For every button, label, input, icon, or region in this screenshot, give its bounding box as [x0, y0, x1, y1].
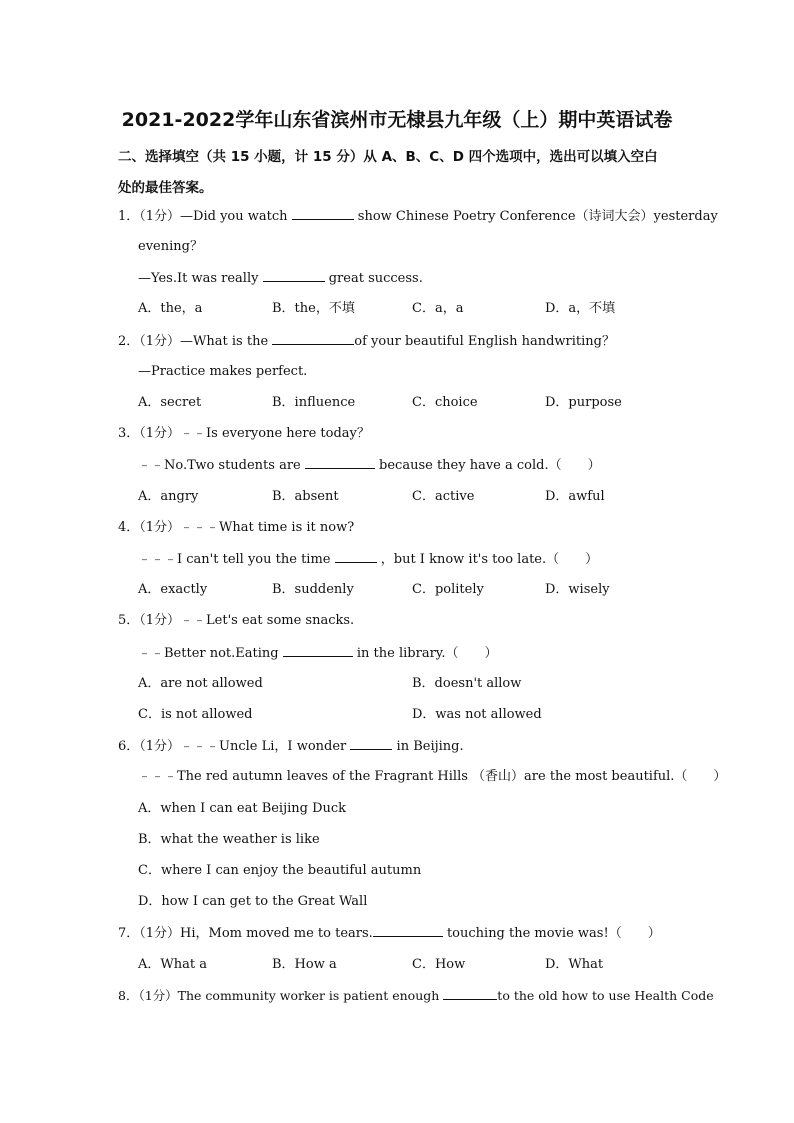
q6-paren-close: ） — [713, 769, 727, 784]
q1-reply: —Yes.It was really — [138, 271, 259, 286]
answer-blank[interactable] — [350, 737, 392, 750]
option-c[interactable]: C．How — [412, 957, 466, 972]
option-d[interactable]: D．awful — [545, 489, 605, 504]
answer-blank[interactable] — [272, 332, 354, 345]
answer-blank[interactable] — [335, 550, 377, 563]
answer-blank[interactable] — [263, 269, 325, 282]
question-5: 5．（1分）﹣﹣Let's eat some snacks. — [118, 613, 355, 628]
answer-blank[interactable] — [305, 456, 375, 469]
q4-reply: ﹣﹣﹣I can't tell you the time — [138, 552, 331, 567]
option-d[interactable]: D．purpose — [545, 395, 622, 410]
q4-reply-cont: ，but I know it's too late.（ — [380, 552, 560, 567]
option-c[interactable]: C．politely — [412, 582, 484, 597]
option-d[interactable]: D．wisely — [545, 582, 610, 597]
q7-paren-close: ） — [647, 926, 661, 941]
option-a[interactable]: A．secret — [138, 395, 202, 410]
option-c[interactable]: C．active — [412, 489, 475, 504]
q1-text-cont: show Chinese Poetry Conference（诗词大会）yesterday — [357, 209, 718, 224]
q2-text-cont: of your beautiful English handwriting？ — [354, 334, 616, 349]
q5-line2 — [138, 644, 498, 663]
option-b[interactable]: B．doesn't allow — [412, 676, 522, 691]
answer-blank[interactable] — [443, 987, 497, 1000]
q7-text-cont: touching the movie was!（ — [446, 926, 622, 941]
option-d[interactable]: D．was not allowed — [412, 707, 542, 722]
option-d[interactable]: D．how I can get to the Great Wall — [138, 894, 368, 909]
q1-reply-cont: great success. — [328, 271, 423, 286]
option-c[interactable]: C．is not allowed — [138, 707, 253, 722]
question-1 — [118, 207, 718, 226]
question-6 — [118, 737, 464, 756]
question-2 — [118, 332, 615, 351]
q7-text: 7．（1分）Hi，Mom moved me to tears. — [118, 926, 373, 941]
option-d[interactable]: D．a，不填 — [545, 301, 616, 316]
q4-line2 — [138, 550, 598, 569]
option-a[interactable]: A．What a — [138, 957, 207, 972]
option-a[interactable]: A．angry — [138, 489, 199, 504]
q5-reply: ﹣﹣Better not.Eating — [138, 646, 279, 661]
answer-blank[interactable] — [283, 644, 353, 657]
option-c[interactable]: C．choice — [412, 395, 478, 410]
question-7 — [118, 924, 661, 943]
option-c[interactable]: C．where I can enjoy the beautiful autumn — [138, 863, 422, 878]
section-heading: 二、选择填空（共 15 小题，计 15 分）从 A、B、C、D 四个选项中，选出可以填入空白 — [118, 149, 658, 165]
q6-line2 — [138, 768, 726, 786]
option-b[interactable]: B．the，不填 — [272, 301, 355, 316]
q1-text: 1．（1分）—Did you watch — [118, 209, 288, 224]
option-b[interactable]: B．influence — [272, 395, 356, 410]
q4-paren-close: ） — [585, 552, 599, 567]
q3-paren-close: ） — [587, 458, 601, 473]
option-a[interactable]: A．are not allowed — [138, 676, 263, 691]
option-b[interactable]: B．absent — [272, 489, 339, 504]
option-c[interactable]: C．a，a — [412, 301, 464, 316]
answer-blank[interactable] — [292, 207, 354, 220]
q1-line2: evening？ — [138, 239, 203, 254]
q3-line2 — [138, 456, 601, 475]
q6-text: 6．（1分）﹣﹣﹣Uncle Li，I wonder — [118, 739, 347, 754]
answer-blank[interactable] — [373, 924, 443, 937]
q8-text: 8．（1分）The community worker is patient enough — [118, 988, 440, 1003]
option-b[interactable]: B．what the weather is like — [138, 832, 320, 847]
q3-reply-cont: because they have a cold.（ — [379, 458, 562, 473]
option-a[interactable]: A．the，a — [138, 301, 203, 316]
q5-paren-close: ） — [484, 646, 498, 661]
q6-text-cont: in Beijing. — [396, 739, 464, 754]
option-a[interactable]: A．when I can eat Beijing Duck — [138, 801, 347, 816]
question-3: 3．（1分）﹣﹣Is everyone here today？ — [118, 426, 370, 441]
q2-line2: —Practice makes perfect. — [138, 364, 308, 379]
question-4: 4．（1分）﹣﹣﹣What time is it now? — [118, 520, 355, 535]
option-d[interactable]: D．What — [545, 957, 604, 972]
q2-text: 2．（1分）—What is the — [118, 334, 269, 349]
option-a[interactable]: A．exactly — [138, 582, 208, 597]
page-title: 2021-2022学年山东省滨州市无棣县九年级（上）期中英语试卷 — [121, 109, 673, 131]
option-b[interactable]: B．How a — [272, 957, 337, 972]
q6-reply: ﹣﹣﹣The red autumn leaves of the Fragrant Hills （香山）are the most beautiful.（ — [138, 769, 688, 784]
q8-text-cont: to the old how to use Health Code — [497, 988, 714, 1003]
question-8 — [118, 987, 714, 1005]
section-heading-cont: 处的最佳答案。 — [118, 180, 213, 196]
option-b[interactable]: B．suddenly — [272, 582, 354, 597]
q5-reply-cont: in the library.（ — [356, 646, 459, 661]
q1-line3 — [138, 269, 423, 288]
q3-reply: ﹣﹣No.Two students are — [138, 458, 301, 473]
